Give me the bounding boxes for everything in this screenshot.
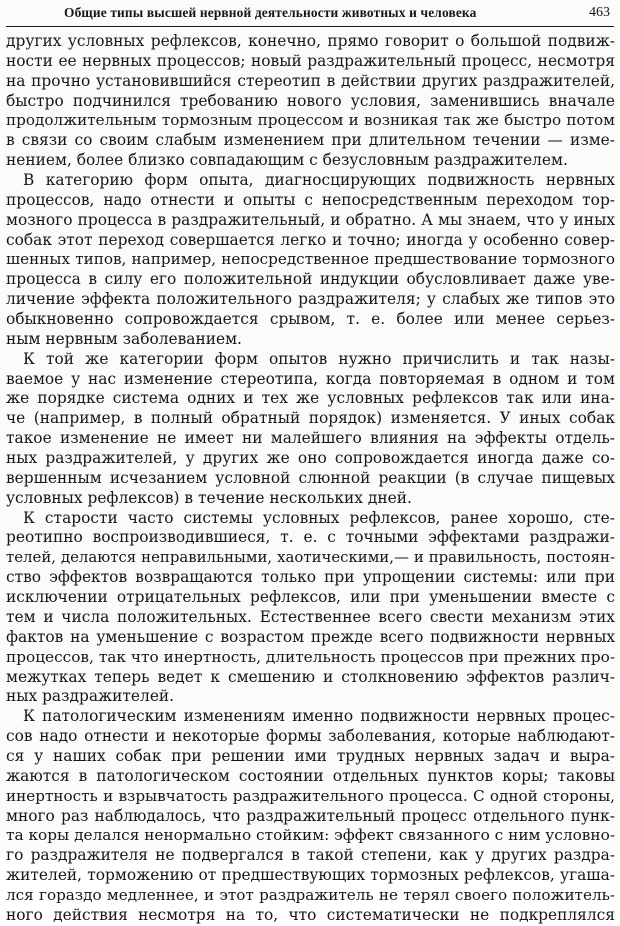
text-line: такое изменение не имеет ни малейшего влияния на эффекты отдель- <box>6 429 615 448</box>
text-line: собак этот переход совершается легко и точно; иногда у особенно совер- <box>6 230 615 249</box>
text-line: много раз наблюдалось, что раздражительный процесс отдельного пунк- <box>6 806 615 825</box>
page-number: 463 <box>589 5 610 20</box>
text-line: че (например, в полный обратный порядок) изменяется. У иных собак <box>6 409 615 428</box>
paragraph-end-line: условных рефлексов) в течение нескольких дней. <box>6 488 412 507</box>
text-line: быстро подчинился требованию нового условия, заменившись вначале <box>6 91 615 110</box>
paragraph-start-line: К патологическим изменениям именно подвижности нервных процес- <box>23 707 615 726</box>
text-line: межутках теперь ведет к смешению и столкновению эффектов различ- <box>6 667 615 686</box>
text-line: вершенным исчезанием условной слюнной реакции (в случае пищевых <box>6 468 615 487</box>
text-line: процессов, надо отнести и опыты с непосредственным переходом тор- <box>6 190 615 209</box>
text-line: ности ее нервных процессов; новый раздражительный процесс, несмотря <box>6 51 615 70</box>
text-line: телей, делаются неправильными, хаотическими,— и правильность, постоян- <box>6 548 615 567</box>
text-line: та коры делался ненормально стойким: эффект связанного с ним условно- <box>6 826 615 845</box>
text-line: же порядке система одних и тех же условных рефлексов так или ина- <box>6 389 615 408</box>
text-line: продолжительным тормозным процессом и возникая так же быстро потом <box>6 111 615 130</box>
running-title: Общие типы высшей нервной деятельности животных и человека <box>64 5 477 20</box>
text-line: ваемое у нас изменение стереотипа, когда повторяемая в одном и том <box>6 369 615 388</box>
text-line: ного действия несмотря на то, что систематически не подкреплялся <box>6 905 615 924</box>
text-line: реотипно воспроизводившиеся, т. е. с точными эффектами раздражи- <box>6 528 615 547</box>
text-line: процесса в силу его положительной индукции обусловливает даже уве- <box>6 270 615 289</box>
paragraph-end-line: нением, более близко совпадающим с безусловным раздражителем. <box>6 151 568 170</box>
text-line: ство эффектов возвращаются только при упрощении системы: или при <box>6 568 615 587</box>
paragraph-end-line: ным нервным заболеванием. <box>6 329 242 348</box>
text-line: инертность и взрывчатость раздражительного процесса. С одной стороны, <box>6 786 615 805</box>
text-line: ных раздражителей, у других же оно сопровождается иногда даже со- <box>6 449 615 468</box>
text-line: фактов на уменьшение с возрастом прежде всего подвижности нервных <box>6 627 615 646</box>
text-line: лся гораздо медленнее, и этот раздражитель не терял своего положитель- <box>6 885 615 904</box>
text-line: мозного процесса в раздражительный, и обратно. А мы знаем, что у иных <box>6 210 615 229</box>
text-line: жителей, торможению от предшествующих тормозных рефлексов, угаша- <box>6 866 615 885</box>
text-line: шенных типов, например, непосредственное предшествование тормозного <box>6 250 615 269</box>
body-text <box>6 32 615 926</box>
text-line: жаются в патологическом состоянии отдельных пунктов коры; таковы <box>6 766 615 785</box>
text-line: личение эффекта положительного раздражителя; у слабых же типов это <box>6 290 615 309</box>
running-header <box>6 2 614 27</box>
text-line: тем и числа положительных. Естественнее всего свести механизм этих <box>6 607 615 626</box>
paragraph-end-line: ных раздражителей. <box>6 687 175 706</box>
text-line: других условных рефлексов, конечно, прямо говорит о большой подвиж- <box>6 32 615 50</box>
text-line: в связи со своим слабым изменением при длительном течении — изме- <box>6 131 615 150</box>
text-line: ся у наших собак при решении ими трудных нервных задач и выра- <box>6 746 615 765</box>
text-line: исключении отрицательных рефлексов, или при уменьшении вместе с <box>6 588 615 607</box>
paragraph-start-line: К той же категории форм опытов нужно причислить и так назы- <box>23 349 615 368</box>
paragraph-start-line: В категорию форм опыта, диагносцирующих подвижность нервных <box>23 171 615 190</box>
text-line: обыкновенно сопровождается срывом, т. е. более или менее серьез- <box>6 310 615 329</box>
text-line: процессов, так что инертность, длительность процессов при прежних про- <box>6 647 615 666</box>
text-line: го раздражителя не подвергался в такой степени, как у других раздра- <box>6 846 615 865</box>
paragraph-start-line: К старости часто системы условных рефлексов, ранее хорошо, сте- <box>23 508 615 527</box>
text-line: на прочно установившийся стереотип в действии других раздражителей, <box>6 71 615 90</box>
text-line: сов надо отнести и некоторые формы заболевания, которые наблюдают- <box>6 727 615 746</box>
